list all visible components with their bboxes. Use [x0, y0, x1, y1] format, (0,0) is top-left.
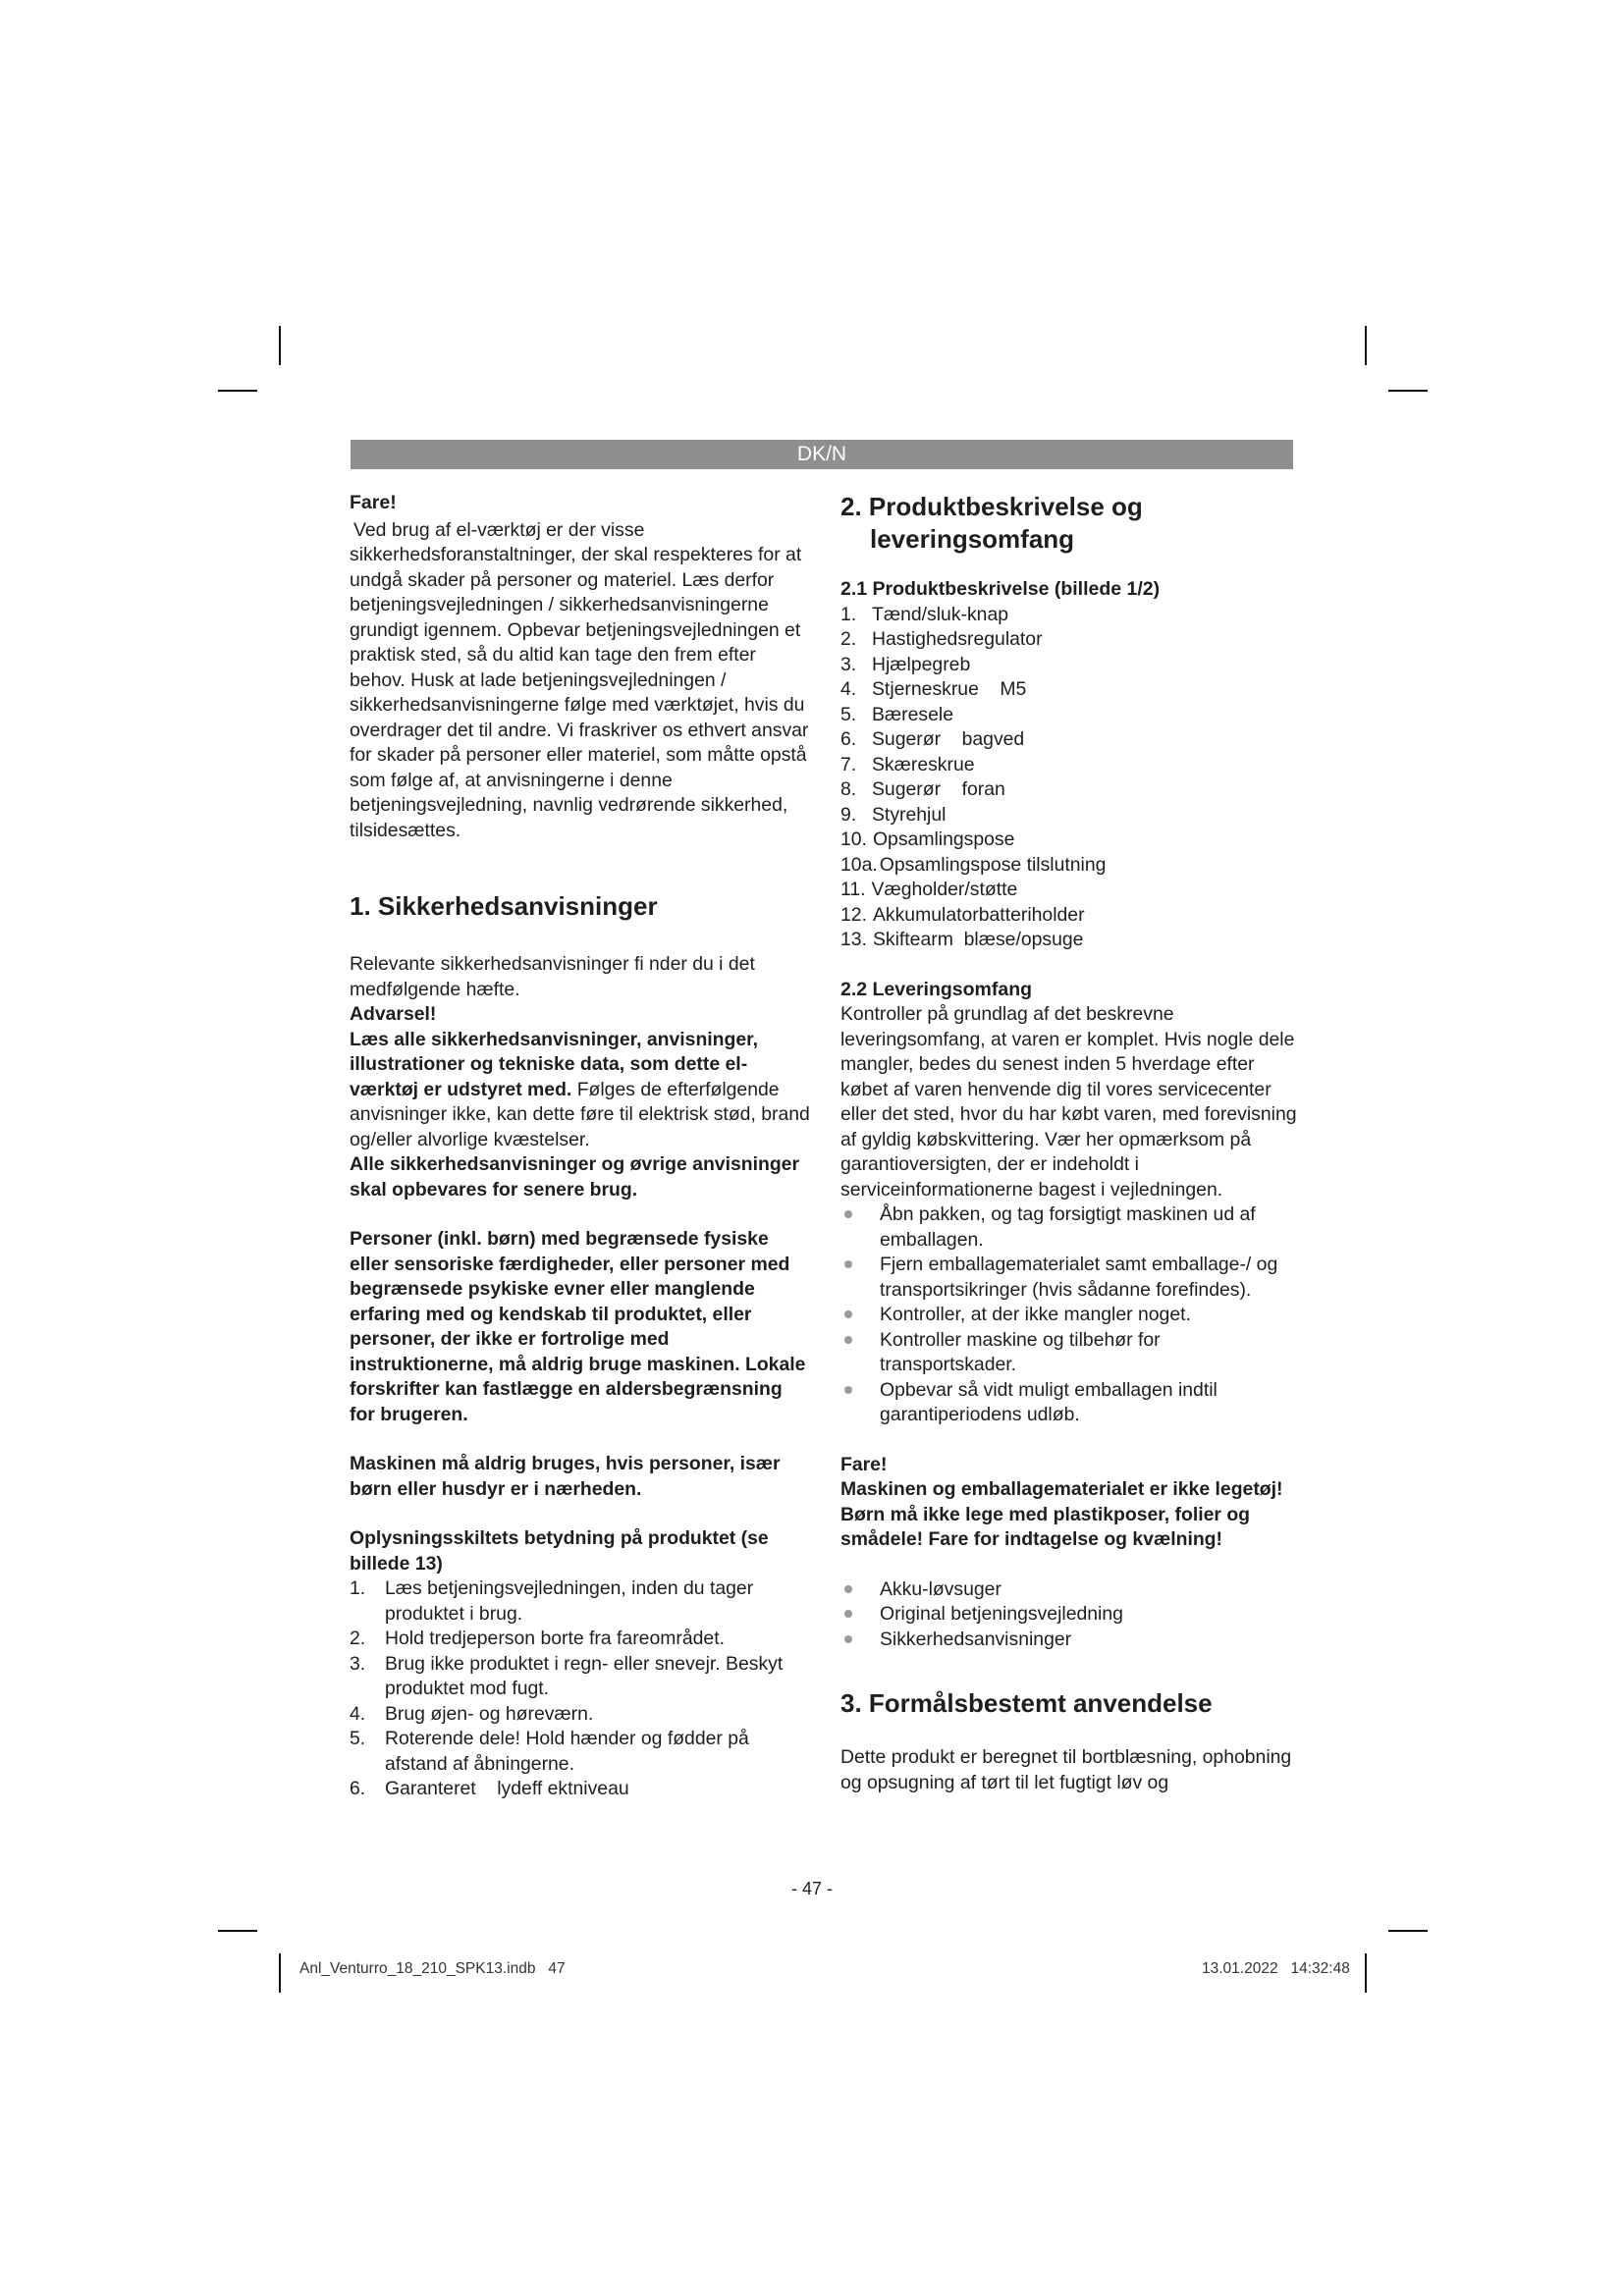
- fare-title: Fare!: [350, 492, 397, 513]
- list-item: 2. Hold tredjeperson borte fra fareområdet.: [350, 1628, 725, 1649]
- section-1-title: 1. Sikkerhedsanvisninger: [350, 891, 658, 921]
- never-use-warning: Maskinen må aldrig bruges, hvis personer, især børn eller husdyr er i nærheden.: [350, 1453, 781, 1500]
- crop-mark: [1388, 1930, 1428, 1932]
- advarsel-bold-text: Læs alle sikkerhedsanvisninger, anvisninger, illustrationer og tekniske data, som dette el-værktøj er udstyret med.: [350, 1028, 759, 1100]
- persons-warning: Personer (inkl. børn) med begrænsede fysiske eller sensoriske færdigheder, eller personer med begrænsede psykiske evner eller manglende erfaring med og kendskab til produktet, eller personer, der ikke er fortrolige med instruktionerne, må aldrig bruge maskinen. Lokale forskrifter kan fastlægge en aldersbegrænsning for brugeren.: [350, 1228, 806, 1425]
- plate-list: [350, 1576, 811, 1802]
- bullet-icon: [844, 1386, 852, 1394]
- section-2-title-line2: leveringsomfang: [870, 524, 1075, 554]
- list-item: 3. Hjælpegreb: [840, 653, 971, 675]
- right-column: [840, 491, 1302, 1795]
- subsection-2-1-title: 2.1 Produktbeskrivelse (billede 1/2): [840, 578, 1161, 600]
- list-item: 8. Sugerør foran: [840, 778, 1005, 800]
- list-item: Akku-løvsuger: [840, 1577, 1302, 1603]
- bullet-icon: [844, 1336, 852, 1344]
- advarsel-normal-text: Følges de efterfølgende anvisninger ikke, kan dette føre til elektrisk stød, brand og/eller alvorlige kvæstelser.: [350, 1078, 810, 1150]
- left-column: [350, 491, 811, 1802]
- crop-mark: [1365, 1953, 1367, 1993]
- fare-text: Ved brug af el-værktøj er der visse sikkerhedsforanstaltninger, der skal respekteres for at undgå skader på personer og materiel. Læs derfor betjeningsvejledningen / sikkerhedsanvisningerne grundigt igennem. Opbevar betjeningsvejledningen et praktisk sted, så du altid kan tage den frem efter behov. Husk at lade betjeningsvejledningen / sikkerhedsanvisningerne følge med værktøjet, hvis du overdrager det til andre. Vi fraskriver os ethvert ansvar for skader på personer eller materiel, som måtte opstå som følge af, at anvisningerne i denne betjeningsvejledning, navnlig vedrørende sikkerhed, tilsidesættes.: [350, 518, 809, 841]
- list-item: 13. Skiftearm blæse/opsuge: [840, 929, 1084, 950]
- footer-file: Anl_Venturro_18_210_SPK13.indb 47: [299, 1960, 566, 1977]
- list-item: 2. Hastighedsregulator: [840, 628, 1043, 650]
- list-item: 6. Garanteret lydeff ektniveau: [350, 1778, 629, 1799]
- list-item: Sikkerhedsanvisninger: [840, 1628, 1302, 1653]
- subsection-2-2-title: 2.2 Leveringsomfang: [840, 978, 1033, 1000]
- list-item: 10. Opsamlingspose: [840, 828, 1015, 850]
- bullet-icon: [844, 1260, 852, 1268]
- section-3-title: 3. Formålsbestemt anvendelse: [840, 1688, 1213, 1718]
- bullet-icon: [844, 1610, 852, 1618]
- footer-datetime: 13.01.2022 14:32:48: [1202, 1960, 1350, 1977]
- plate-title: Oplysningsskiltets betydning på produktet (se billede 13): [350, 1527, 769, 1575]
- list-item: Kontroller, at der ikke mangler noget.: [840, 1303, 1302, 1328]
- crop-mark: [279, 326, 281, 365]
- contents-bullets: [840, 1577, 1302, 1653]
- list-item: Original betjeningsvejledning: [840, 1602, 1302, 1628]
- list-item: 1. Læs betjeningsvejledningen, inden du tager produktet i brug.: [350, 1577, 754, 1625]
- crop-mark: [218, 1930, 257, 1932]
- list-item: 1. Tænd/sluk-knap: [840, 603, 1009, 625]
- crop-mark: [1365, 326, 1367, 365]
- crop-mark: [1388, 390, 1428, 392]
- list-item: 9. Styrehjul: [840, 803, 947, 826]
- list-item: 5. Roterende dele! Hold hænder og fødder på afstand af åbningerne.: [350, 1728, 749, 1775]
- bullet-icon: [844, 1210, 852, 1218]
- list-item: 6. Sugerør bagved: [840, 728, 1025, 750]
- bullet-icon: [844, 1310, 852, 1318]
- list-item: Fjern emballagematerialet samt emballage-/ og transportsikringer (hvis sådanne forefindes).: [840, 1253, 1302, 1303]
- advarsel-keep-text: Alle sikkerhedsanvisninger og øvrige anvisninger skal opbevares for senere brug.: [350, 1153, 799, 1201]
- advarsel-paragraph: [350, 1028, 811, 1153]
- list-item: 5. Bæresele: [840, 703, 953, 725]
- fare-2-title: Fare!: [840, 1453, 888, 1475]
- parts-list: [840, 603, 1302, 953]
- list-item: Opbevar så vidt muligt emballagen indtil garantiperiodens udløb.: [840, 1378, 1302, 1428]
- bullet-icon: [844, 1635, 852, 1643]
- section-3-text: Dette produkt er beregnet til bortblæsning, ophobning og opsugning af tørt til let fugtigt løv og: [840, 1746, 1292, 1793]
- section-2-title-line1: 2. Produktbeskrivelse og: [840, 492, 1143, 521]
- list-item: 12. Akkumulatorbatteriholder: [840, 903, 1085, 926]
- bullet-icon: [844, 1585, 852, 1593]
- list-item: 4. Brug øjen- og høreværn.: [350, 1702, 594, 1725]
- list-item: Åbn pakken, og tag forsigtigt maskinen ud af emballagen.: [840, 1202, 1302, 1253]
- fare-2-text: Maskinen og emballagematerialet er ikke legetøj! Børn må ikke lege med plastikposer, folier og smådele! Fare for indtagelse og kvælning!: [840, 1478, 1283, 1550]
- list-item: 10a. Opsamlingspose tilslutning: [840, 853, 1107, 876]
- crop-mark: [279, 1953, 281, 1993]
- language-band: DK/N: [351, 440, 1293, 469]
- list-item: Kontroller maskine og tilbehør for transportskader.: [840, 1328, 1302, 1378]
- advarsel-title: Advarsel!: [350, 1003, 437, 1025]
- delivery-text: Kontroller på grundlag af det beskrevne leveringsomfang, at varen er komplet. Hvis nogle dele mangler, bedes du senest inden 5 hverdage efter købet af varen henvende dig til vores servicecenter eller det sted, hvor du har købt varen, med forevisning af gyldig købskvittering. Vær her opmærksom på garantioversigten, der er indeholdt i serviceinformationerne bagest i vejledningen.: [840, 1003, 1297, 1201]
- delivery-bullets: [840, 1202, 1302, 1428]
- list-item: 11. Vægholder/støtte: [840, 879, 1018, 900]
- crop-mark: [218, 390, 257, 392]
- list-item: 3. Brug ikke produktet i regn- eller snevejr. Beskyt produktet mod fugt.: [350, 1652, 784, 1699]
- section-1-intro: Relevante sikkerhedsanvisninger fi nder du i det medfølgende hæfte.: [350, 953, 755, 1000]
- list-item: 4. Stjerneskrue M5: [840, 678, 1027, 700]
- page-number: - 47 -: [790, 1879, 833, 1898]
- list-item: 7. Skæreskrue: [840, 753, 975, 775]
